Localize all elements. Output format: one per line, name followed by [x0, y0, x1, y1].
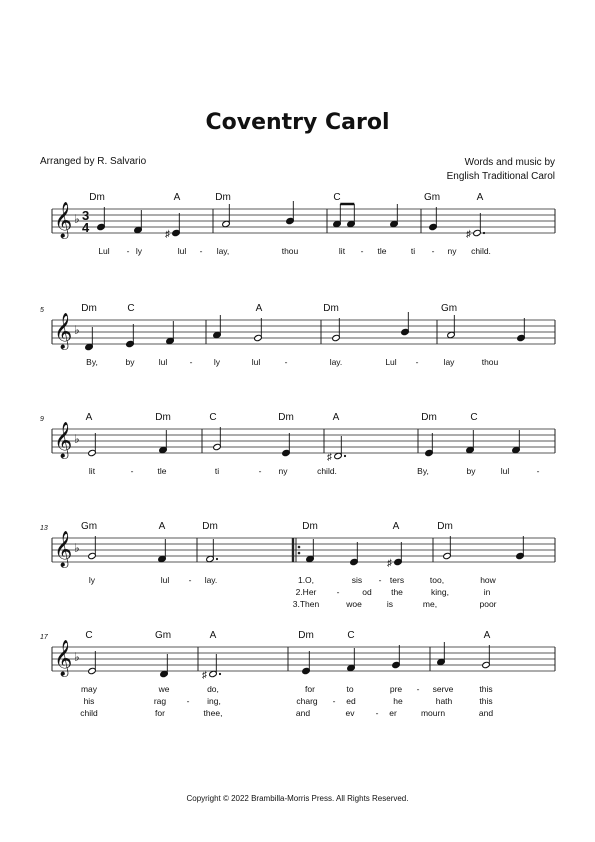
sharp-accidental-icon: ♯ — [165, 229, 170, 240]
lyric-syllable: - — [360, 246, 364, 256]
lyric-syllable: lul — [500, 466, 510, 476]
lyric-syllable: how — [480, 575, 496, 585]
lyric-syllable: is — [386, 599, 394, 609]
lyric-syllable: lay, — [216, 246, 230, 256]
lyric-syllable: his — [83, 696, 95, 706]
lyric-syllable: lit — [338, 246, 346, 256]
lyric-syllable: this — [479, 696, 493, 706]
repeat-dot — [298, 552, 301, 555]
dot — [219, 673, 221, 675]
lyric-syllable: serve — [432, 684, 454, 694]
lyric-syllable: and — [295, 708, 311, 718]
staff-system — [52, 640, 555, 681]
sharp-accidental-icon: ♯ — [327, 452, 332, 463]
lyric-syllable: By, — [86, 357, 98, 367]
chord-symbol: A — [85, 412, 93, 423]
chord-symbol: C — [85, 630, 93, 641]
lyric-syllable: rag — [153, 696, 167, 706]
lyric-syllable: - — [126, 246, 130, 256]
lyric-syllable: 2.Her — [295, 587, 317, 597]
dot — [483, 232, 485, 234]
lyric-syllable: in — [483, 587, 491, 597]
lyric-syllable: me, — [422, 599, 438, 609]
repeat-dot — [298, 546, 301, 549]
lyric-syllable: - — [431, 246, 435, 256]
chord-symbol: Gm — [154, 630, 172, 641]
lyric-syllable: for — [305, 684, 315, 694]
lyric-syllable: lul — [177, 246, 187, 256]
flat-key-signature-icon: ♭ — [74, 212, 80, 226]
time-signature-bottom: 4 — [82, 220, 90, 235]
lyric-syllable: By, — [417, 466, 429, 476]
sharp-accidental-icon: ♯ — [466, 229, 471, 240]
chord-symbol: Dm — [437, 521, 453, 532]
lyric-syllable: for — [155, 708, 165, 718]
lyric-syllable: tle — [157, 466, 167, 476]
lyric-syllable: ti — [214, 466, 220, 476]
lyric-syllable: - — [416, 684, 420, 694]
sharp-accidental-icon: ♯ — [387, 558, 392, 569]
lyric-syllable: od — [362, 587, 372, 597]
measure-number: 5 — [40, 307, 44, 314]
chord-symbol: Gm — [423, 192, 441, 203]
lyric-syllable: - — [284, 357, 288, 367]
copyright-notice: Copyright © 2022 Brambilla-Morris Press. All Rights Reserved. — [186, 794, 409, 803]
chord-symbol: Dm — [155, 412, 171, 423]
lyric-syllable: poor — [479, 599, 497, 609]
lyric-syllable: pre — [389, 684, 403, 694]
flat-key-signature-icon: ♭ — [74, 432, 80, 446]
lyric-syllable: ly — [88, 575, 96, 585]
lyric-syllable: ly — [213, 357, 221, 367]
lyric-syllable: by — [125, 357, 135, 367]
chord-symbol: C — [209, 412, 217, 423]
lyric-syllable: the — [391, 587, 403, 597]
lyric-syllable: - — [536, 466, 540, 476]
chord-symbol: Dm — [278, 412, 294, 423]
chord-symbol: C — [333, 192, 341, 203]
lyric-syllable: do, — [207, 684, 219, 694]
measure-number: 17 — [40, 634, 48, 641]
chord-symbol: Dm — [323, 303, 339, 314]
lyric-syllable: thou — [481, 357, 499, 367]
chord-symbol: A — [332, 412, 340, 423]
chord-symbol: Dm — [89, 192, 105, 203]
treble-clef-icon: 𝄞 — [54, 531, 73, 566]
treble-clef-icon: 𝄞 — [54, 313, 73, 348]
chord-symbol: A — [158, 521, 166, 532]
lyric-syllable: ny — [278, 466, 288, 476]
chord-symbol: A — [209, 630, 217, 641]
lyric-syllable: we — [158, 684, 170, 694]
chord-symbol: C — [347, 630, 355, 641]
lyric-syllable: er — [389, 708, 397, 718]
chord-symbol: Dm — [81, 303, 97, 314]
lyric-syllable: and — [478, 708, 494, 718]
chord-symbol: A — [255, 303, 263, 314]
dot — [344, 455, 346, 457]
lyric-syllable: hath — [435, 696, 453, 706]
lyric-syllable: woe — [346, 599, 362, 609]
lyric-syllable: child — [80, 708, 98, 718]
lyric-syllable: ti — [410, 246, 416, 256]
chord-symbol: C — [470, 412, 478, 423]
staff-system — [52, 531, 555, 569]
lyric-syllable: ed — [346, 696, 356, 706]
lyric-syllable: ters — [389, 575, 405, 585]
lyric-syllable: he — [393, 696, 403, 706]
lyric-syllable: child. — [317, 466, 337, 476]
treble-clef-icon: 𝄞 — [54, 640, 73, 675]
lyric-syllable: by — [466, 466, 476, 476]
lyric-syllable: lul — [160, 575, 170, 585]
lyric-syllable: child. — [471, 246, 491, 256]
lyric-syllable: lay. — [204, 575, 218, 585]
measure-number: 13 — [40, 525, 48, 532]
lyric-syllable: - — [189, 357, 193, 367]
lyric-syllable: charg — [296, 696, 318, 706]
lyric-syllable: ly — [135, 246, 143, 256]
staff-system — [52, 201, 555, 240]
lyric-syllable: ing, — [207, 696, 221, 706]
lyric-syllable: - — [336, 587, 340, 597]
lyric-syllable: lul — [251, 357, 261, 367]
lyric-syllable: Lul — [385, 357, 397, 367]
flat-key-signature-icon: ♭ — [74, 323, 80, 337]
lyric-syllable: 1.O, — [297, 575, 315, 585]
chord-symbol: Gm — [80, 521, 98, 532]
lyric-syllable: lit — [88, 466, 96, 476]
lyric-syllable: tle — [377, 246, 387, 256]
treble-clef-icon: 𝄞 — [54, 422, 73, 457]
arranger-credit: Arranged by R. Salvario — [40, 156, 147, 167]
chord-symbol: A — [392, 521, 400, 532]
lyric-syllable: - — [186, 696, 190, 706]
chord-symbol: Dm — [298, 630, 314, 641]
chord-symbol: A — [476, 192, 484, 203]
measure-number: 9 — [40, 416, 44, 423]
lyric-syllable: may — [80, 684, 98, 694]
sharp-accidental-icon: ♯ — [202, 670, 207, 681]
chord-symbol: Dm — [215, 192, 231, 203]
composer-credit-line-2: English Traditional Carol — [446, 171, 555, 182]
chord-symbol: A — [483, 630, 491, 641]
composer-credit-line-1: Words and music by — [464, 157, 555, 168]
lyric-syllable: sis — [351, 575, 363, 585]
lyric-syllable: - — [378, 575, 382, 585]
lyric-syllable: lay — [443, 357, 455, 367]
chord-symbol: A — [173, 192, 181, 203]
lyric-syllable: - — [130, 466, 134, 476]
staff-system — [52, 422, 555, 463]
lyric-syllable: ny — [447, 246, 457, 256]
dot — [216, 558, 218, 560]
lyric-syllable: mourn — [420, 708, 446, 718]
chord-symbol: Gm — [440, 303, 458, 314]
chord-symbol: Dm — [202, 521, 218, 532]
lyric-syllable: to — [346, 684, 354, 694]
lyric-syllable: - — [258, 466, 262, 476]
staff-system — [52, 312, 555, 351]
chord-symbol: Dm — [421, 412, 437, 423]
lyric-syllable: Lul — [98, 246, 110, 256]
lyric-syllable: ev — [345, 708, 355, 718]
treble-clef-icon: 𝄞 — [54, 202, 73, 237]
lyric-syllable: - — [188, 575, 192, 585]
lyric-syllable: - — [415, 357, 419, 367]
lyric-syllable: thee, — [203, 708, 223, 718]
lyric-syllable: - — [332, 696, 336, 706]
lyric-syllable: this — [479, 684, 493, 694]
chord-symbol: C — [127, 303, 135, 314]
flat-key-signature-icon: ♭ — [74, 650, 80, 664]
lyric-syllable: too, — [429, 575, 445, 585]
time-signature-top: 3 — [82, 208, 90, 223]
page-title: Coventry Carol — [205, 110, 390, 135]
chord-symbol: Dm — [302, 521, 318, 532]
lyric-syllable: king, — [431, 587, 449, 597]
lyric-syllable: thou — [281, 246, 299, 256]
lyric-syllable: - — [375, 708, 379, 718]
lyric-syllable: - — [199, 246, 203, 256]
flat-key-signature-icon: ♭ — [74, 541, 80, 555]
lyric-syllable: 3.Then — [292, 599, 320, 609]
lyric-syllable: lul — [158, 357, 168, 367]
lyric-syllable: lay. — [329, 357, 343, 367]
